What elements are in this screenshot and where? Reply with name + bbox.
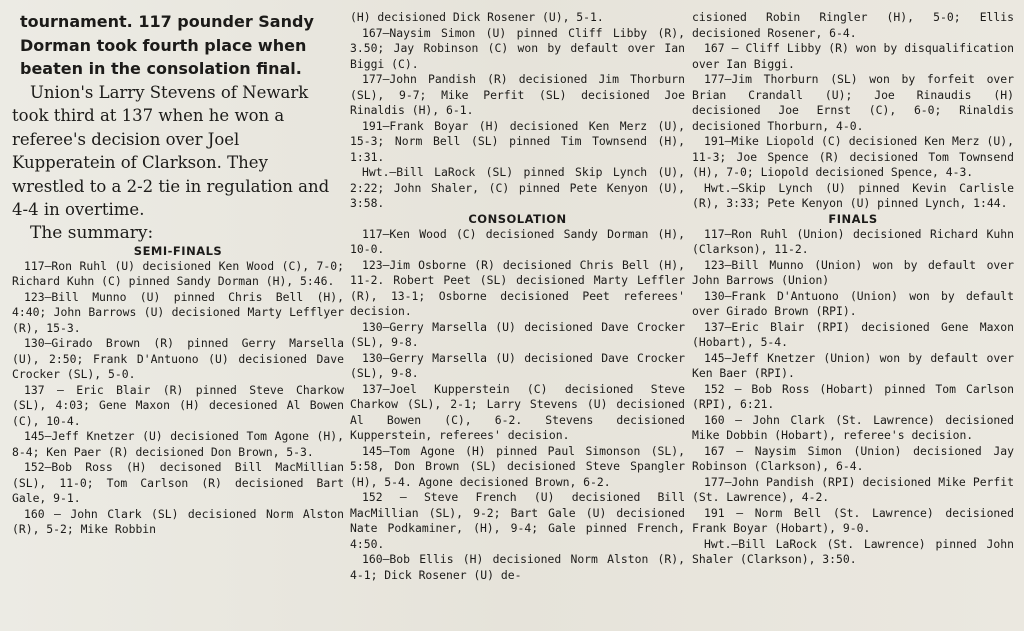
result-entry: 123—Bill Munno (Union) won by default over John Barrows (Union) [692,257,1014,287]
result-entry: 130—Gerry Marsella (U) decisioned Dave Crocker (SL), 9-8. [350,350,685,380]
column-1 [12,10,344,631]
result-entry: 137—Eric Blair (RPI) decisioned Gene Maxon (Hobart), 5-4. [692,319,1014,349]
result-entry: Hwt.—Bill LaRock (St. Lawrence) pinned John Shaler (Clarkson), 3:50. [692,536,1014,566]
result-entry: cisioned Robin Ringler (H), 5-0; Ellis decisioned Rosener, 6-4. [692,10,1014,40]
consolation-heading: CONSOLATION [468,211,567,226]
result-entry: 177—Jim Thorburn (SL) won by forfeit over Brian Crandall (U); Joe Rinaudis (H) decisioned Joe Ernst (C), 6-0; Rinaldis decisioned Thorburn, 4-0. [692,72,1014,133]
result-entry: 145—Jeff Knetzer (Union) won by default over Ken Baer (RPI). [692,350,1014,380]
result-entry: 117—Ken Wood (C) decisioned Sandy Dorman (H), 10-0. [350,226,685,256]
result-entry: 167—Naysim Simon (U) pinned Cliff Libby (R), 3.50; Jay Robinson (C) won by default over Ian Biggi (C). [350,25,685,71]
column-2 [350,10,685,631]
result-entry: 152 — Bob Ross (Hobart) pinned Tom Carlson (RPI), 6:21. [692,381,1014,411]
result-entry: 130—Frank D'Antuono (Union) won by default over Girado Brown (RPI). [692,288,1014,318]
result-entry: 191 — Norm Bell (St. Lawrence) decisioned Frank Boyar (Hobart), 9-0. [692,505,1014,535]
semi-finals-heading: SEMI-FINALS [133,243,223,258]
result-entry: 117—Ron Ruhl (U) decisioned Ken Wood (C), 7-0; Richard Kuhn (C) pinned Sandy Dorman (H), 5:46. [12,258,344,288]
result-entry: 160—Bob Ellis (H) decisioned Norm Alston (R), 4-1; Dick Rosener (U) de- [350,552,685,582]
result-entry: Hwt.—Skip Lynch (U) pinned Kevin Carlisle (R), 3:33; Pete Kenyon (U) pinned Lynch, 1:44. [692,180,1014,210]
result-entry: 137 — Eric Blair (R) pinned Steve Charkow (SL), 4:03; Gene Maxon (H) decesioned Al Bowen (C), 10-4. [12,382,344,428]
result-entry: Hwt.—Bill LaRock (SL) pinned Skip Lynch (U), 2:22; John Shaler, (C) pinned Pete Kenyon (U), 3:58. [350,165,685,210]
summary-label: The summary: [30,222,154,243]
finals-heading: FINALS [828,211,878,226]
result-entry: 167 — Cliff Libby (R) won by disqualification over Ian Biggi. [692,41,1014,71]
result-entry: 145—Jeff Knetzer (U) decisioned Tom Agone (H), 8-4; Ken Paer (R) decisioned Don Brown, 5-3. [12,429,344,459]
result-entry: 152 — Steve French (U) decisioned Bill MacMillian (SL), 9-2; Bart Gale (U) decisioned Nate Podkaminer, (H), 9-4; Gale pinned French, 4:50. [350,490,685,551]
result-entry: 145—Tom Agone (H) pinned Paul Simonson (SL), 5:58, Don Brown (SL) decisioned Steve Spangler (H), 5-4. Agone decisioned Brown, 6-2. [350,443,685,489]
result-entry: 130—Gerry Marsella (U) decisioned Dave Crocker (SL), 9-8. [350,319,685,349]
result-entry: 167 — Naysim Simon (Union) decisioned Jay Robinson (Clarkson), 6-4. [692,443,1014,473]
result-entry: 177—John Pandish (R) decisioned Jim Thorburn (SL), 9-7; Mike Perfit (SL) decisioned Joe Rinaldis (H), 6-1. [350,72,685,117]
result-entry: 160 — John Clark (St. Lawrence) decisioned Mike Dobbin (Hobart), referee's decision. [692,412,1014,442]
column-3 [692,10,1014,631]
result-entry: 191—Frank Boyar (H) decisioned Ken Merz (U), 15-3; Norm Bell (SL) pinned Tim Townsend (H), 1:31. [350,118,685,164]
result-entry: 191—Mike Liopold (C) decisioned Ken Merz (U), 11-3; Joe Spence (R) decisioned Tom Townsend (H), 7-0; Liopold decisioned Spence, 4-3. [692,134,1014,179]
result-entry: 123—Bill Munno (U) pinned Chris Bell (H), 4:40; John Barrows (U) decisioned Marty Lefflyer (R), 15-3. [12,289,344,335]
result-entry: 152—Bob Ross (H) decisoned Bill MacMillian (SL), 11-0; Tom Carlson (R) decisioned Bart Gale, 9-1. [12,460,344,505]
result-entry: 137—Joel Kupperstein (C) decisioned Steve Charkow (SL), 2-1; Larry Stevens (U) decisioned Al Bowen (C), 6-2. Stevens decisioned Kupperstein, referees' decision. [350,381,685,442]
lead-paragraph-bold: tournament. 117 pounder Sandy Dorman took fourth place when beaten in the consolation final. [20,12,314,78]
result-entry: (H) decisioned Dick Rosener (U), 5-1. [350,10,604,24]
result-entry: 130—Girado Brown (R) pinned Gerry Marsella (U), 2:50; Frank D'Antuono (U) decisioned Dave Crocker (SL), 5-0. [12,336,344,381]
result-entry: 177—John Pandish (RPI) decisioned Mike Perfit (St. Lawrence), 4-2. [692,474,1014,504]
result-entry: 117—Ron Ruhl (Union) decisioned Richard Kuhn (Clarkson), 11-2. [692,226,1014,256]
lead-paragraph: Union's Larry Stevens of Newark took third at 137 when he won a referee's decision over Joel Kupperatein of Clarkson. They wrestled to a 2-2 tie in regulation and 4-4 in overtime. [12,82,330,219]
result-entry: 160 — John Clark (SL) decisioned Norm Alston (R), 5-2; Mike Robbin [12,506,344,536]
result-entry: 123—Jim Osborne (R) decisioned Chris Bell (H), 11-2. Robert Peet (SL) decisioned Marty Leffler (R), 13-1; Osborne decisioned Peet referees' decision. [350,257,685,318]
